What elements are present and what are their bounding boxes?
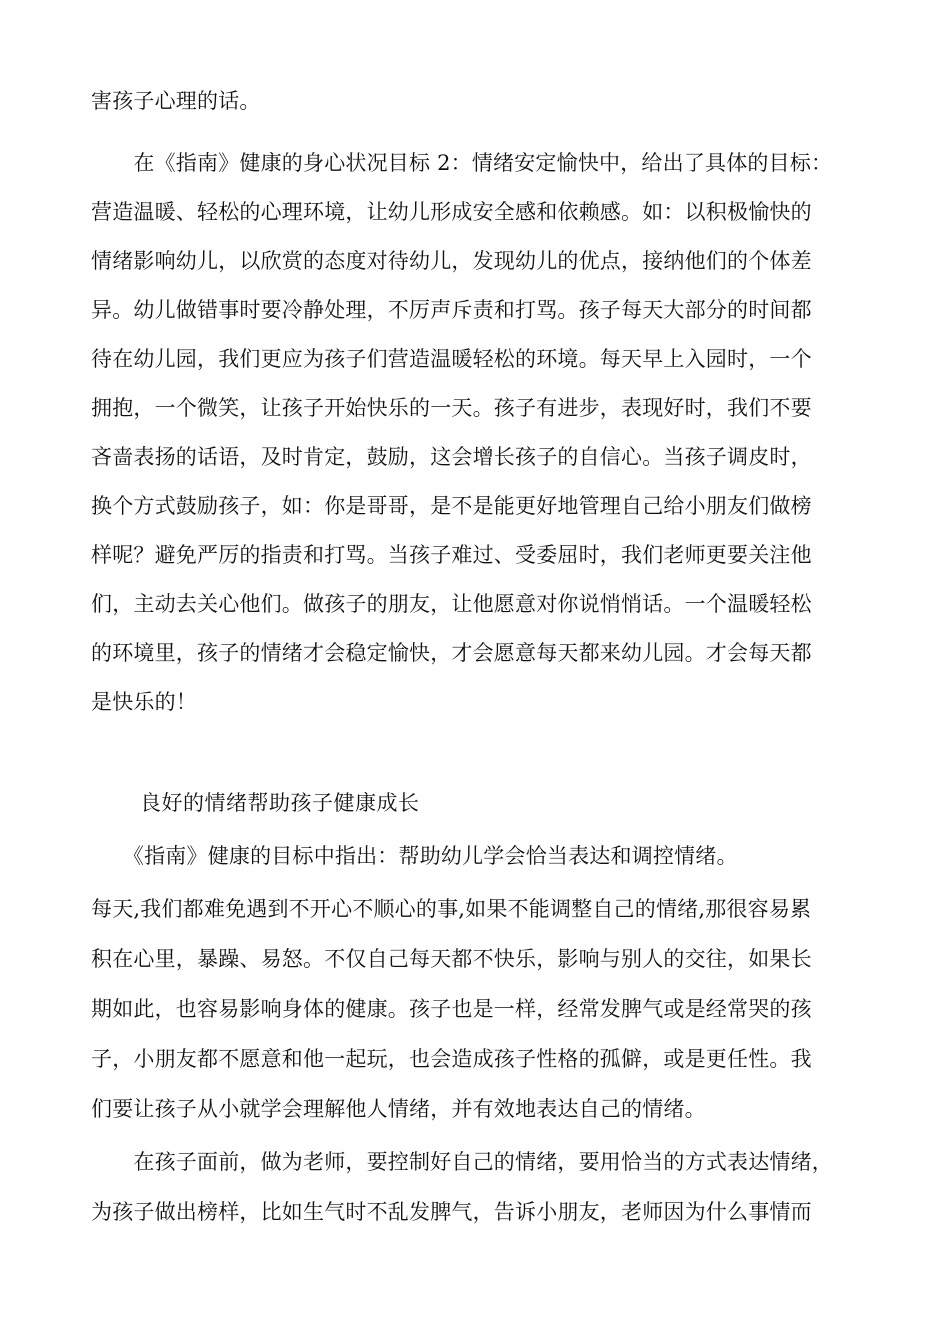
section-heading: 良好的情绪帮助孩子健康成长 xyxy=(140,791,420,815)
paragraph-line: 们要让孩子从小就学会理解他人情绪，并有效地表达自己的情绪。 xyxy=(91,1097,706,1121)
paragraph-line: 《指南》健康的目标中指出：帮助幼儿学会恰当表达和调控情绪。 xyxy=(91,844,738,868)
paragraph-line: 每天,我们都难免遇到不开心不顺心的事,如果不能调整自己的情绪,那很容易累 xyxy=(91,897,812,921)
paragraph-line: 子，小朋友都不愿意和他一起玩，也会造成孩子性格的孤僻，或是更任性。我 xyxy=(91,1047,812,1071)
paragraph-line: 积在心里，暴躁、易怒。不仅自己每天都不快乐，影响与别人的交往，如果长 xyxy=(91,947,812,971)
paragraph-line: 换个方式鼓励孩子，如：你是哥哥，是不是能更好地管理自己给小朋友们做榜 xyxy=(91,494,812,518)
paragraph-line: 在《指南》健康的身心状况目标 2：情绪安定愉快中，给出了具体的目标： xyxy=(91,151,833,175)
paragraph-line: 异。幼儿做错事时要冷静处理，不厉声斥责和打骂。孩子每天大部分的时间都 xyxy=(91,298,812,322)
paragraph-line: 在孩子面前，做为老师，要控制好自己的情绪，要用恰当的方式表达情绪， xyxy=(91,1150,833,1174)
paragraph-line: 情绪影响幼儿，以欣赏的态度对待幼儿，发现幼儿的优点，接纳他们的个体差 xyxy=(91,249,812,273)
paragraph-line: 样呢？避免严厉的指责和打骂。当孩子难过、受委屈时，我们老师更要关注他 xyxy=(91,543,812,567)
paragraph-line: 拥抱，一个微笑，让孩子开始快乐的一天。孩子有进步，表现好时，我们不要 xyxy=(91,396,812,420)
paragraph-line: 为孩子做出榜样，比如生气时不乱发脾气，告诉小朋友，老师因为什么事情而 xyxy=(91,1200,812,1224)
paragraph-line: 营造温暖、轻松的心理环境，让幼儿形成安全感和依赖感。如：以积极愉快的 xyxy=(91,200,812,224)
paragraph-line: 害孩子心理的话。 xyxy=(91,89,261,113)
paragraph-line: 们，主动去关心他们。做孩子的朋友，让他愿意对你说悄悄话。一个温暖轻松 xyxy=(91,592,812,616)
paragraph-line: 吝啬表扬的话语，及时肯定，鼓励，这会增长孩子的自信心。当孩子调皮时， xyxy=(91,445,812,469)
paragraph-line: 是快乐的！ xyxy=(91,690,197,714)
paragraph-line: 的环境里，孩子的情绪才会稳定愉快，才会愿意每天都来幼儿园。才会每天都 xyxy=(91,641,812,665)
paragraph-line: 待在幼儿园，我们更应为孩子们营造温暖轻松的环境。每天早上入园时，一个 xyxy=(91,347,812,371)
paragraph-line: 期如此，也容易影响身体的健康。孩子也是一样，经常发脾气或是经常哭的孩 xyxy=(91,997,812,1021)
